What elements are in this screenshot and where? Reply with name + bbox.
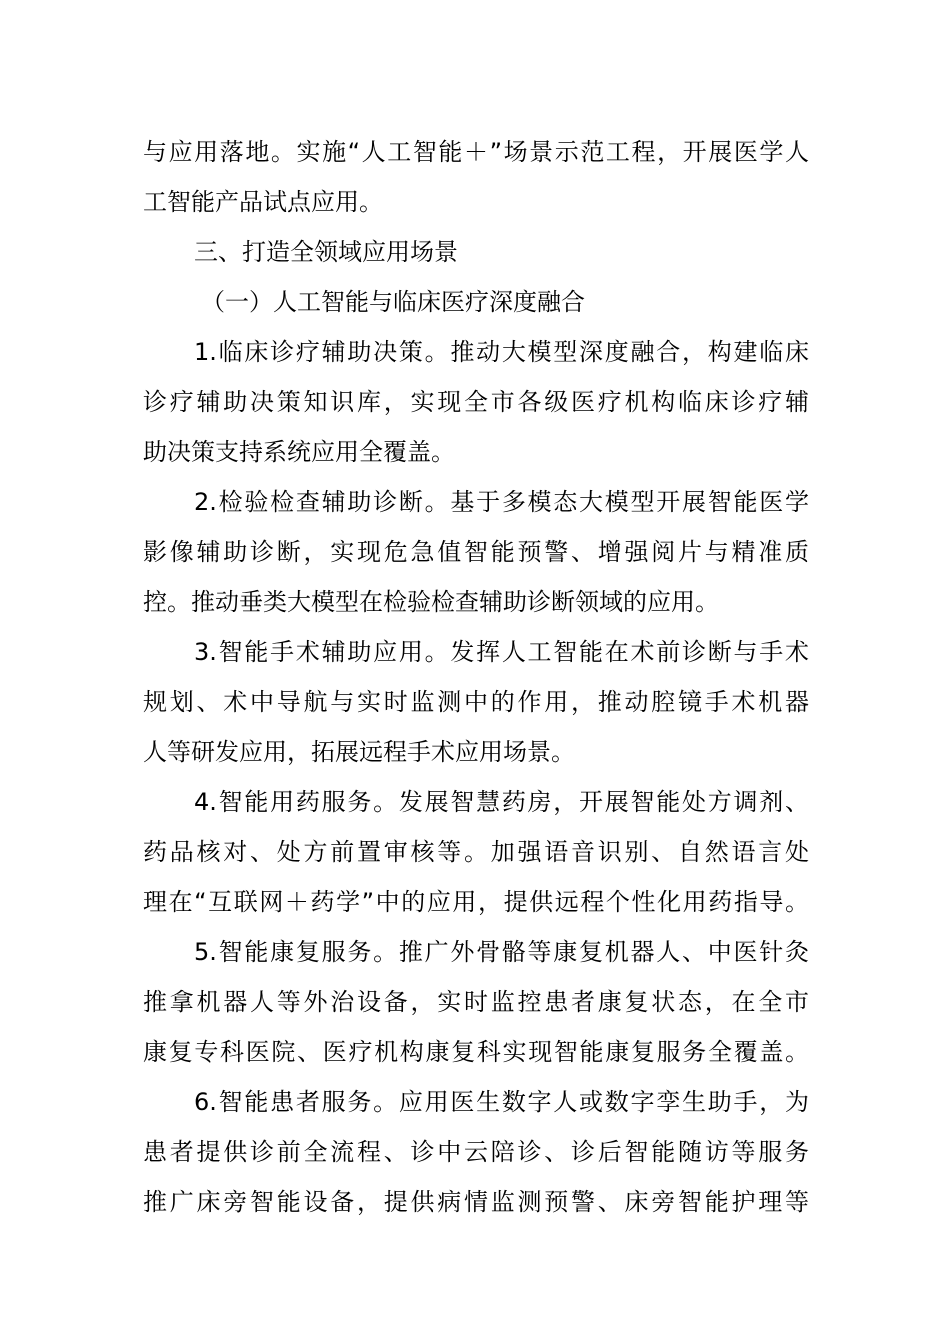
- text-line: 1.临床诊疗辅助决策。推动大模型深度融合，构建临床: [194, 338, 809, 366]
- text-line: 推广床旁智能设备，提供病情监测预警、床旁智能护理等: [143, 1188, 809, 1216]
- text-line: 药品核对、处方前置审核等。加强语音识别、自然语言处: [143, 838, 809, 866]
- text-line: 5.智能康复服务。推广外骨骼等康复机器人、中医针灸: [194, 938, 809, 966]
- text-line: 3.智能手术辅助应用。发挥人工智能在术前诊断与手术: [194, 638, 809, 666]
- text-line: 患者提供诊前全流程、诊中云陪诊、诊后智能随访等服务: [143, 1138, 809, 1166]
- body-text: [143, 127, 809, 1227]
- text-line: 理在“互联网＋药学”中的应用，提供远程个性化用药指导。: [143, 888, 809, 916]
- text-line: 影像辅助诊断，实现危急值智能预警、增强阅片与精准质: [143, 538, 809, 566]
- subsection-heading: （一）人工智能与临床医疗深度融合: [201, 288, 585, 316]
- section-heading: 三、打造全领域应用场景: [194, 238, 458, 266]
- text-line: 人等研发应用，拓展远程手术应用场景。: [143, 738, 575, 766]
- text-line: 工智能产品试点应用。: [143, 188, 383, 216]
- text-line: 控。推动垂类大模型在检验检查辅助诊断领域的应用。: [143, 588, 719, 616]
- text-line: 康复专科医院、医疗机构康复科实现智能康复服务全覆盖。: [143, 1038, 809, 1066]
- text-line: 4.智能用药服务。发展智慧药房，开展智能处方调剂、: [194, 788, 809, 816]
- text-line: 推拿机器人等外治设备，实时监控患者康复状态，在全市: [143, 988, 809, 1016]
- text-line: 2.检验检查辅助诊断。基于多模态大模型开展智能医学: [194, 488, 809, 516]
- text-line: 助决策支持系统应用全覆盖。: [143, 438, 455, 466]
- text-line: 规划、术中导航与实时监测中的作用，推动腔镜手术机器: [143, 688, 809, 716]
- text-line: 与应用落地。实施“人工智能＋”场景示范工程，开展医学人: [143, 138, 809, 166]
- text-line: 诊疗辅助决策知识库，实现全市各级医疗机构临床诊疗辅: [143, 388, 809, 416]
- text-line: 6.智能患者服务。应用医生数字人或数字孪生助手，为: [194, 1088, 809, 1116]
